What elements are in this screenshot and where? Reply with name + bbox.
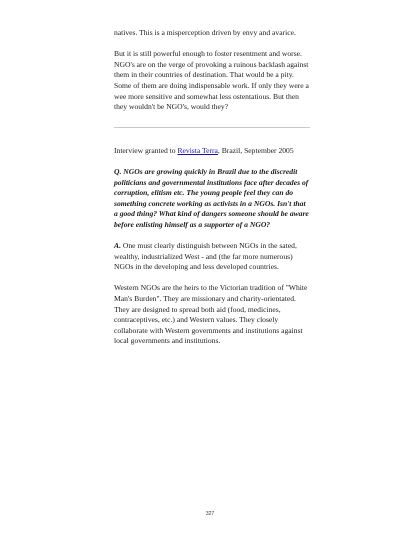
- paragraph-western-ngos: Western NGOs are the heirs to the Victorian tradition of "White Man's Burden". They are missionary and charity-orientated. They are designed to spread both aid (food, medicines, contraceptives, etc.) and Western values. They closely collaborate with Western governments and institutions against local governments and institutions.: [114, 283, 308, 346]
- interview-prefix: Interview granted to: [114, 145, 178, 155]
- section-divider: [114, 127, 310, 128]
- page-content: [114, 28, 310, 358]
- interview-suffix: , Brazil, September 2005: [217, 145, 294, 155]
- page-number: 327: [205, 511, 215, 517]
- answer-label: A.: [114, 241, 121, 251]
- paragraph-continuation: natives. This is a misperception driven by envy and avarice.: [114, 28, 296, 37]
- paragraph-backlash: But it is still powerful enough to foster resentment and worse. NGO's are on the verge of provoking a ruinous backlash against them in their countries of destination. That would be a pity. Some of them are doing indispensable work. If only they were a wee more sensitive and somewhat less ostentatious. But then they wouldn't be NGO's, would they?: [114, 49, 309, 112]
- revista-terra-link[interactable]: Revista Terra: [177, 145, 218, 155]
- interview-answer: [114, 241, 310, 273]
- interview-credit: [114, 146, 310, 157]
- interview-question: Q. NGOs are growing quickly in Brazil due to the discredit politicians and governmental institutions face after decades of corruption, elitism etc. The young people feel they can do something concrete working as activists in a NGOs. Isn't that a good thing? What kind of dangers someone should be aware before enlisting himself as a supporter of a NGO?: [114, 166, 309, 229]
- answer-text: One must clearly distinguish between NGOs in the sated, wealthy, industrialized West - and (the far more numerous) NGOs in the developing and less developed countries.: [114, 241, 297, 272]
